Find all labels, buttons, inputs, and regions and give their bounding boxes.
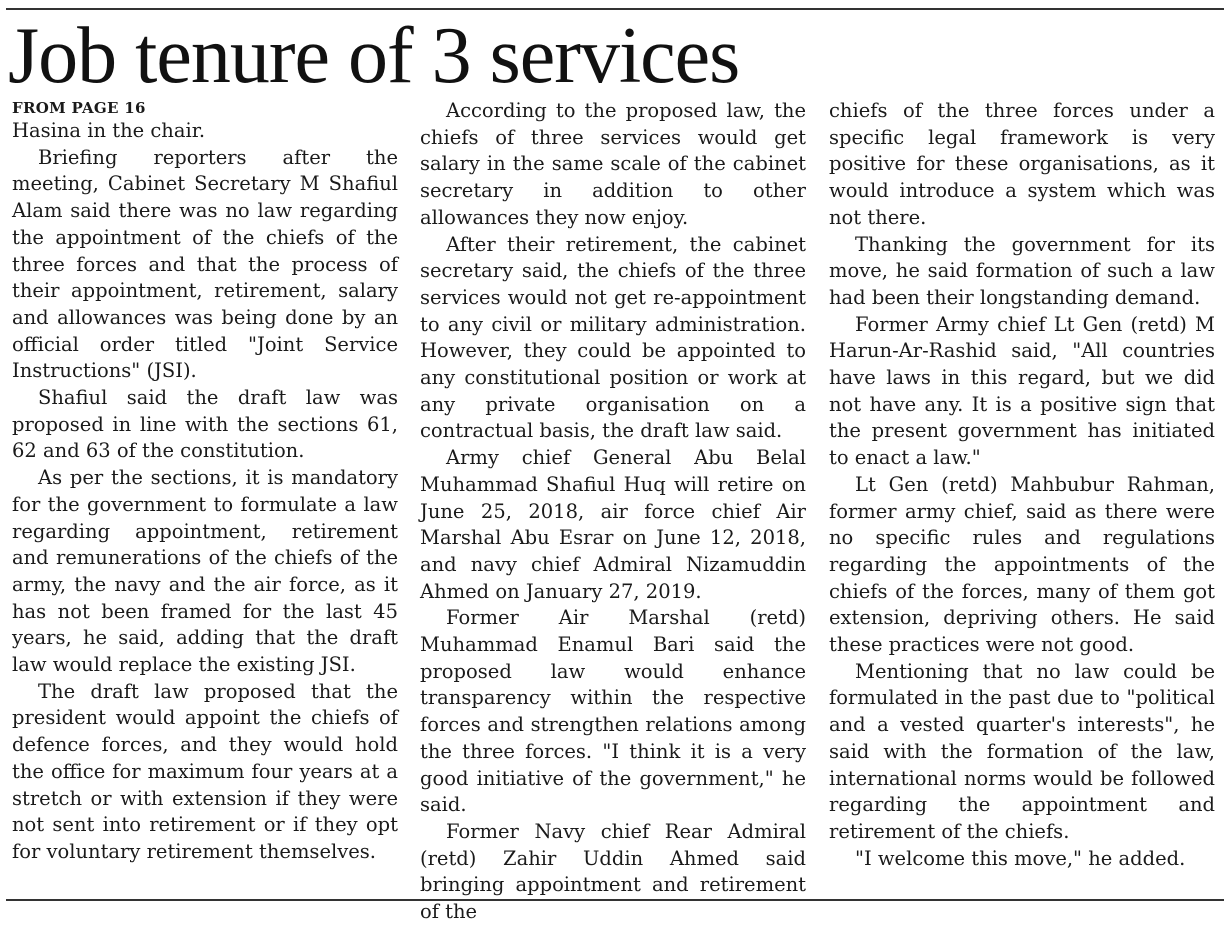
- article-column-1: [12, 98, 398, 866]
- paragraph: The draft law proposed that the president would appoint the chiefs of defence forces, and they would hold the office for maximum four years at a stretch or with extension if they were not sent into retirement or if they opt for voluntary retirement themselves.: [12, 679, 398, 863]
- paragraph: Former Air Marshal (retd) Muhammad Enamul Bari said the proposed law would enhance transparency within the respective forces and strengthen relations among the three forces. "I think it is a very good initiative of the government," he said.: [420, 606, 806, 817]
- paragraph: Army chief General Abu Belal Muhammad Shafiul Huq will retire on June 25, 2018, air force chief Air Marshal Abu Esrar on June 12, 2018, and navy chief Admiral Nizamuddin Ahmed on January 27, 2019.: [420, 446, 806, 603]
- continuation-kicker: FROM PAGE 16: [12, 99, 146, 117]
- paragraph: Hasina in the chair.: [12, 119, 206, 142]
- paragraph: Lt Gen (retd) Mahbubur Rahman, former army chief, said as there were no specific rules and regulations regarding the appointments of the chiefs of the forces, many of them got extension, depriving others. He said these practices were not good.: [829, 472, 1215, 657]
- top-rule: [6, 8, 1224, 10]
- bottom-rule: [6, 899, 1224, 901]
- headline: Job tenure of 3 services: [8, 12, 740, 100]
- article-column-2: [420, 98, 806, 926]
- paragraph: Former Army chief Lt Gen (retd) M Harun-Ar-Rashid said, "All countries have laws in this regard, but we did not have any. It is a positive sign that the present government has initiated to enact a law.": [829, 312, 1215, 470]
- paragraph: Shafiul said the draft law was proposed in line with the sections 61, 62 and 63 of the constitution.: [12, 386, 398, 463]
- paragraph: "I welcome this move," he added.: [855, 846, 1186, 870]
- paragraph: chiefs of the three forces under a specific legal framework is very positive for these organisations, as it would introduce a system which was not there.: [829, 99, 1215, 229]
- paragraph: Thanking the government for its move, he said formation of such a law had been their longstanding demand.: [829, 232, 1215, 309]
- paragraph: As per the sections, it is mandatory for the government to formulate a law regarding appointment, retirement and remunerations of the chiefs of the army, the navy and the air force, as it has not been framed for the last 45 years, he said, adding that the draft law would replace the existing JSI.: [12, 466, 398, 677]
- paragraph: Mentioning that no law could be formulated in the past due to "political and a vested quarter's interests", he said with the formation of the law, international norms would be followed regarding the appointment and retirement of the chiefs.: [829, 659, 1215, 843]
- article-column-3: [829, 98, 1215, 872]
- paragraph: Briefing reporters after the meeting, Cabinet Secretary M Shafiul Alam said there was no law regarding the appointment of the chiefs of the three forces and that the process of their appointment, retirement, salary and allowances was being done by an official order titled "Joint Service Instructions" (JSI).: [12, 145, 398, 383]
- paragraph: After their retirement, the cabinet secretary said, the chiefs of the three services would not get re-appointment to any civil or military administration. However, they could be appointed to any constitutional position or work at any private organisation on a contractual basis, the draft law said.: [420, 232, 806, 443]
- paragraph: Former Navy chief Rear Admiral (retd) Zahir Uddin Ahmed said bringing appointment and retirement of the: [420, 819, 806, 924]
- paragraph: According to the proposed law, the chiefs of three services would get salary in the same scale of the cabinet secretary in addition to other allowances they now enjoy.: [420, 99, 806, 229]
